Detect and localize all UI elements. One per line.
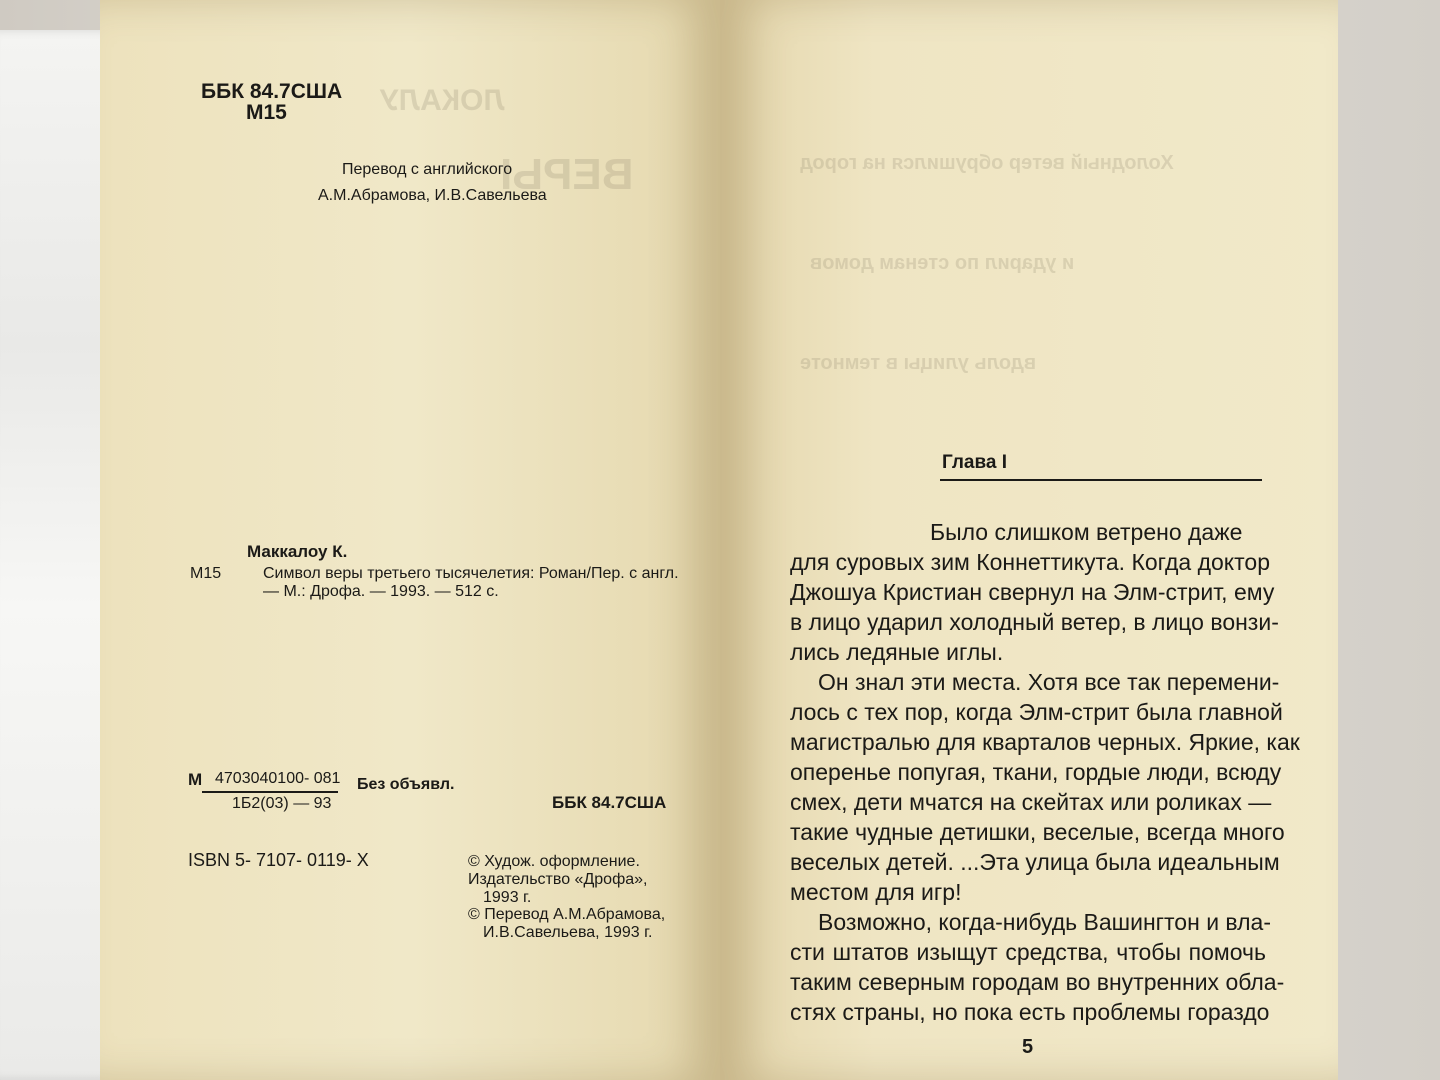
body-line: лось с тех пор, когда Элм-стрит была главной (790, 699, 1283, 725)
body-line: сти штатов изыщут средства, чтобы помочь (790, 939, 1266, 965)
show-through-text: вдоль улицы в темноте (800, 352, 1037, 374)
price-note: Без объявл. (357, 776, 455, 793)
chapter-rule (940, 479, 1262, 481)
bbk-code-bottom: ББК 84.7США (552, 793, 667, 812)
copyright-line: © Худож. оформление. (468, 853, 640, 870)
show-through-text: ВЕРЫ (500, 150, 634, 199)
body-line: таким северным городам во внутренних обла- (790, 969, 1285, 995)
bbk-code-top: ББК 84.7США (201, 80, 343, 103)
body-line: Было слишком ветрено даже (930, 519, 1243, 545)
copyright-line: И.В.Савельева, 1993 г. (483, 924, 653, 941)
fraction-numerator: 4703040100- 081 (215, 770, 341, 787)
fraction-denominator: 1Б2(03) — 93 (232, 795, 332, 812)
author-code-side: М15 (190, 565, 222, 582)
body-line: для суровых зим Коннеттикута. Когда доктор (790, 549, 1270, 575)
body-line: такие чудные детишки, веселые, всегда много (790, 819, 1285, 845)
show-through-text: и ударил по стенам домов (810, 252, 1075, 274)
body-line: местом для игр! (790, 879, 962, 905)
body-line: лись ледяные иглы. (790, 639, 1004, 665)
body-line: Возможно, когда-нибудь Вашингтон и вла- (818, 909, 1271, 935)
biblio-title-line: Символ веры третьего тысячелетия: Роман/Пер. с англ. (263, 565, 679, 582)
translation-label: Перевод с английского (342, 161, 513, 178)
copyright-line: © Перевод А.М.Абрамова, (468, 906, 666, 923)
body-line: смех, дети мчатся на скейтах или роликах — (790, 789, 1272, 815)
author-code-top: М15 (246, 101, 287, 124)
body-line: веселых детей. ...Эта улица была идеальным (790, 849, 1280, 875)
body-line: в лицо ударил холодный ветер, в лицо вонзи- (790, 609, 1279, 635)
copyright-line: 1993 г. (483, 889, 532, 906)
translators: А.М.Абрамова, И.В.Савельева (318, 187, 547, 204)
chapter-title: Глава I (942, 452, 1008, 473)
fraction-bar (202, 791, 338, 793)
page-number: 5 (1022, 1036, 1034, 1058)
show-through-text: ЛОКАЛУ (380, 84, 505, 117)
isbn: ISBN 5- 7107- 0119- X (188, 850, 369, 870)
body-line: Он знал эти места. Хотя все так перемени- (818, 669, 1280, 695)
body-line: магистралью для кварталов черных. Яркие, как (790, 729, 1300, 755)
author-name: Маккалоу К. (247, 542, 348, 561)
fraction-letter: М (188, 770, 203, 789)
body-line: стях страны, но пока есть проблемы гораздо (790, 999, 1270, 1025)
biblio-imprint-line: — М.: Дрофа. — 1993. — 512 с. (263, 583, 499, 600)
show-through-text: Холодный ветер обрушился на город (800, 152, 1174, 174)
body-line: Джошуа Кристиан свернул на Элм-стрит, ему (790, 579, 1275, 605)
body-line: оперенье попугая, ткани, гордые люди, всюду (790, 759, 1282, 785)
copyright-line: Издательство «Дрофа», (468, 871, 648, 888)
